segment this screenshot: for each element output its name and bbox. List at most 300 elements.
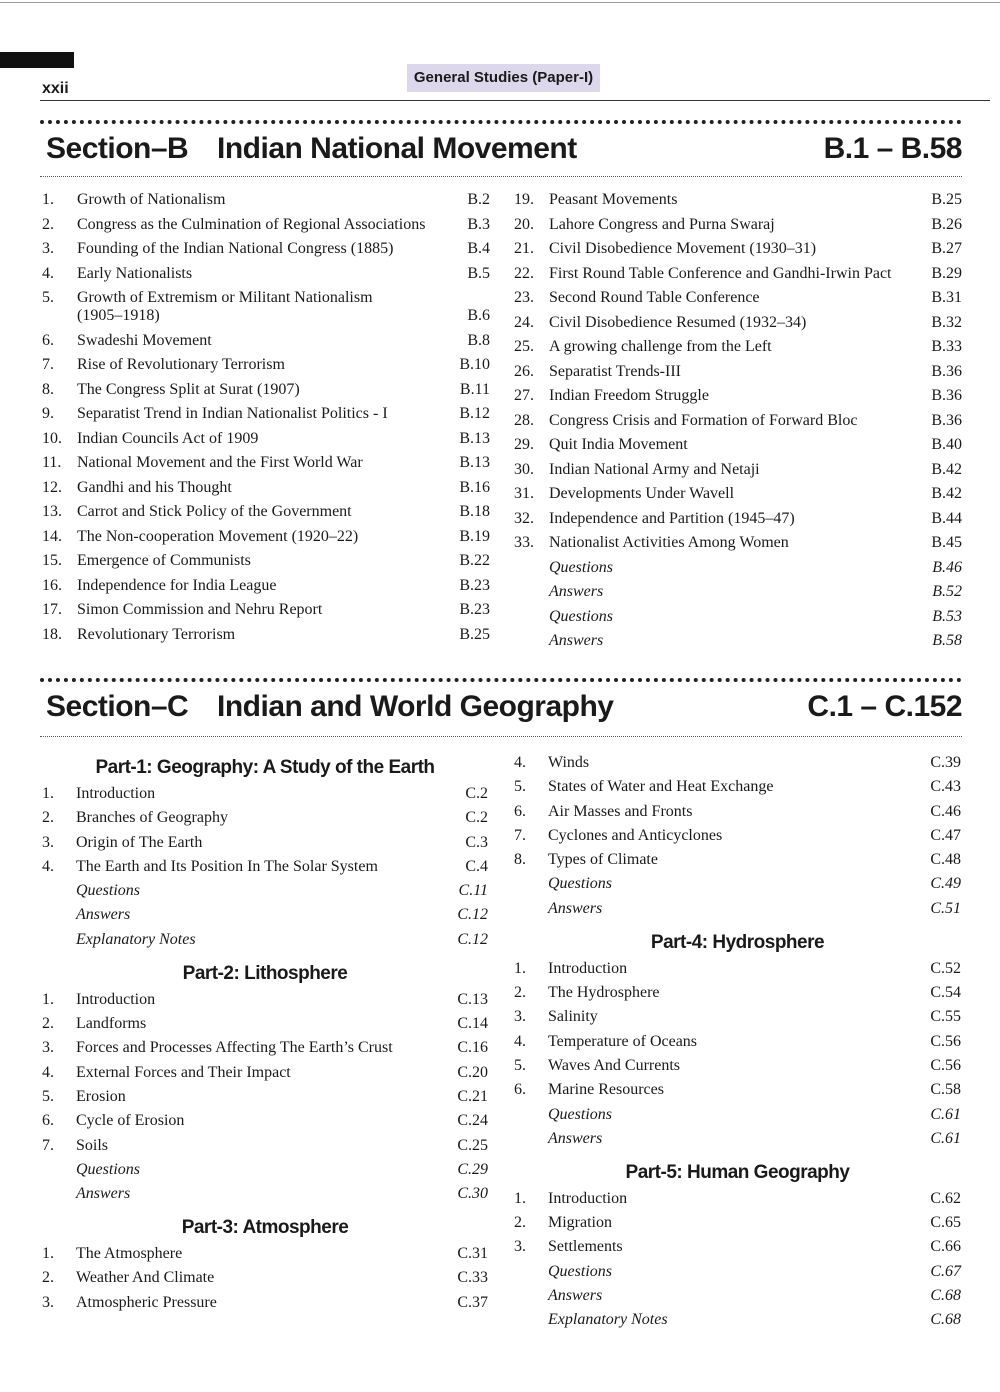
toc-entry — [514, 1008, 961, 1026]
toc-entry — [42, 430, 490, 448]
toc-entry — [514, 778, 961, 796]
toc-entry-page: C.14 — [457, 1015, 488, 1033]
toc-entry-page: B.16 — [459, 478, 490, 496]
toc-entry-page: C.11 — [458, 882, 488, 900]
toc-entry-number: 3. — [514, 1238, 526, 1256]
toc-entry-number: 4. — [42, 1063, 54, 1081]
toc-entry-page: C.56 — [930, 1032, 961, 1050]
toc-entry-page: C.49 — [930, 875, 961, 893]
toc-entry-title: Explanatory Notes — [548, 1311, 668, 1329]
section-c-right-column — [514, 754, 961, 1336]
toc-entry — [42, 931, 488, 949]
toc-entry-page: C.16 — [457, 1039, 488, 1057]
part-5-list — [514, 1190, 961, 1329]
toc-entry-page: B.36 — [931, 411, 962, 429]
toc-entry-number: 25. — [514, 338, 534, 355]
toc-entry — [42, 289, 490, 325]
toc-entry-page: C.30 — [457, 1185, 488, 1203]
toc-entry-page: C.31 — [457, 1245, 488, 1263]
toc-entry — [42, 332, 490, 350]
toc-entry-title: Answers — [549, 583, 604, 600]
toc-entry-title: Answers — [76, 906, 131, 924]
toc-entry-page: C.12 — [457, 930, 488, 948]
toc-entry-number: 2. — [42, 1269, 54, 1287]
toc-entry-page: C.68 — [930, 1311, 961, 1329]
toc-entry-page: C.21 — [457, 1087, 488, 1105]
toc-entry-title: Introduction — [76, 785, 156, 802]
toc-entry-number: 5. — [514, 778, 526, 796]
toc-entry-number: 4. — [514, 754, 526, 771]
toc-entry-title: Introduction — [548, 1189, 628, 1207]
toc-entry-page: C.12 — [457, 906, 488, 924]
toc-entry-title: Introduction — [76, 990, 156, 1008]
toc-entry — [42, 1088, 488, 1106]
toc-entry-title: Marine Resources — [548, 1081, 664, 1099]
toc-entry-number: 5. — [514, 1056, 526, 1074]
section-b-bottom-dotted-rule — [40, 176, 962, 177]
toc-entry-page: C.29 — [457, 1160, 488, 1178]
toc-entry-number: 26. — [514, 362, 534, 380]
toc-entry — [514, 1033, 961, 1051]
toc-entry — [42, 552, 490, 570]
toc-entry — [514, 1311, 961, 1329]
toc-entry-title: Answers — [76, 1185, 131, 1203]
toc-entry-page: B.25 — [459, 625, 490, 643]
toc-entry-title: Branches of Geography — [76, 809, 228, 827]
toc-entry-title: Origin of The Earth — [76, 833, 203, 851]
top-edge-rule — [0, 2, 1000, 3]
toc-entry-page: B.33 — [931, 338, 962, 355]
toc-entry — [42, 1269, 488, 1287]
toc-entry-title: Questions — [548, 1105, 612, 1123]
toc-entry-title: Answers — [548, 899, 603, 917]
part-5-heading: Part-5: Human Geography — [625, 1161, 850, 1183]
section-b-left-column — [42, 191, 490, 650]
toc-entry — [514, 1190, 961, 1208]
toc-entry-title: Salinity — [548, 1008, 598, 1026]
toc-entry — [42, 577, 490, 595]
section-c-label: Section–C — [46, 690, 189, 723]
toc-entry-page: B.32 — [931, 313, 962, 331]
toc-entry-title: Temperature of Oceans — [548, 1032, 698, 1050]
section-c-left-column — [42, 757, 488, 1318]
toc-entry-number: 21. — [514, 240, 534, 257]
toc-entry — [42, 785, 488, 803]
toc-entry-number: 1. — [42, 785, 54, 802]
section-b-page-range: B.1 – B.58 — [823, 132, 962, 165]
toc-entry-title: Questions — [548, 1262, 612, 1280]
toc-entry-number: 7. — [514, 826, 526, 844]
toc-entry-page: C.43 — [930, 778, 961, 796]
toc-entry — [514, 875, 961, 893]
toc-entry-page: C.13 — [457, 990, 488, 1008]
part-3-heading: Part-3: Atmosphere — [181, 1217, 349, 1239]
toc-entry — [42, 216, 490, 234]
toc-entry-page: B.26 — [931, 215, 962, 233]
toc-entry-number: 29. — [514, 436, 534, 453]
toc-entry-page: B.42 — [931, 485, 962, 502]
toc-entry-title: Congress as the Culmination of Regional Associations — [77, 215, 426, 233]
toc-entry-title: Civil Disobedience Resumed (1932–34) — [549, 313, 807, 331]
toc-entry-page: C.55 — [930, 1008, 961, 1026]
toc-entry — [42, 1015, 488, 1033]
toc-entry-title: Rise of Revolutionary Terrorism — [77, 356, 285, 373]
toc-entry — [514, 827, 961, 845]
toc-entry — [42, 528, 490, 546]
toc-entry — [514, 191, 962, 209]
toc-entry — [514, 436, 962, 454]
toc-entry-title: Landforms — [76, 1015, 147, 1033]
toc-entry — [514, 1081, 961, 1099]
toc-entry-number: 6. — [514, 1081, 526, 1099]
toc-entry-page: B.19 — [459, 527, 490, 545]
toc-entry-number: 2. — [42, 1015, 54, 1033]
part-4-list — [514, 960, 961, 1148]
part-2-heading: Part-2: Lithosphere — [182, 962, 348, 984]
toc-entry-number: 1. — [514, 959, 526, 977]
toc-entry-page: B.29 — [931, 264, 962, 282]
toc-entry-page: C.3 — [465, 833, 488, 851]
toc-entry-number: 1. — [42, 990, 54, 1008]
toc-entry-title: Introduction — [548, 959, 628, 977]
toc-entry-title: Civil Disobedience Movement (1930–31) — [549, 240, 817, 257]
toc-entry-number: 3. — [42, 1293, 54, 1311]
toc-entry-title: Explanatory Notes — [76, 930, 196, 948]
toc-entry-title: A growing challenge from the Left — [549, 338, 772, 355]
toc-entry-title: Settlements — [548, 1238, 623, 1256]
toc-entry-title: Indian Freedom Struggle — [549, 387, 709, 404]
toc-entry-page: C.52 — [930, 959, 961, 977]
toc-entry-title: Quit India Movement — [549, 436, 688, 453]
toc-entry — [42, 1064, 488, 1082]
toc-entry-title: Atmospheric Pressure — [76, 1293, 217, 1311]
toc-entry-number: 9. — [42, 405, 54, 422]
toc-entry-page: B.58 — [932, 632, 962, 649]
toc-entry-number: 4. — [514, 1032, 526, 1050]
toc-entry — [42, 356, 490, 374]
toc-entry-title: Answers — [548, 1129, 603, 1147]
toc-entry — [42, 1039, 488, 1057]
toc-entry-number: 32. — [514, 509, 534, 527]
toc-entry-title: Independence and Partition (1945–47) — [549, 509, 795, 527]
toc-entry-page: B.52 — [932, 583, 962, 600]
section-c-top-dotted-rule — [40, 678, 962, 682]
toc-entry — [42, 381, 490, 399]
toc-entry-page: C.25 — [457, 1136, 488, 1154]
toc-entry-title: Founding of the Indian National Congress (1885) — [77, 240, 394, 257]
toc-entry-number: 30. — [514, 460, 534, 478]
toc-entry — [42, 1185, 488, 1203]
toc-entry — [514, 534, 962, 552]
toc-entry-title: Weather And Climate — [76, 1269, 215, 1287]
header-rule — [40, 100, 990, 101]
toc-entry-title: States of Water and Heat Exchange — [548, 778, 774, 796]
toc-entry-number: 15. — [42, 552, 62, 569]
toc-entry-number: 7. — [42, 356, 54, 373]
toc-entry-page: B.3 — [467, 215, 490, 233]
toc-entry-number: 16. — [42, 576, 62, 594]
toc-entry-page: B.22 — [459, 552, 490, 569]
part-3-list — [42, 1245, 488, 1312]
toc-entry-page: B.13 — [459, 454, 490, 471]
toc-entry-page: C.20 — [457, 1063, 488, 1081]
toc-entry-title: External Forces and Their Impact — [76, 1063, 291, 1081]
part-3-list-continued — [514, 754, 961, 918]
toc-entry — [514, 338, 962, 356]
toc-entry-title: Emergence of Communists — [77, 552, 251, 569]
toc-entry — [514, 485, 962, 503]
toc-entry — [514, 1263, 961, 1281]
toc-entry-title: Questions — [549, 558, 613, 576]
toc-entry-page: C.56 — [930, 1056, 961, 1074]
toc-entry-number: 3. — [42, 1039, 54, 1057]
toc-entry-page: B.45 — [931, 534, 962, 551]
toc-entry-page: C.47 — [930, 826, 961, 844]
toc-entry-page: B.5 — [467, 264, 490, 282]
toc-entry-number: 12. — [42, 478, 62, 496]
toc-entry-number: 2. — [42, 809, 54, 827]
toc-entry-number: 27. — [514, 387, 534, 404]
toc-entry-page: B.2 — [467, 191, 490, 208]
toc-entry — [514, 216, 962, 234]
toc-entry — [514, 900, 961, 918]
toc-entry-title: Questions — [76, 882, 140, 900]
toc-entry-title: Air Masses and Fronts — [548, 802, 693, 820]
section-b-top-dotted-rule — [40, 120, 962, 124]
toc-entry — [42, 834, 488, 852]
toc-entry — [514, 363, 962, 381]
toc-entry — [514, 1130, 961, 1148]
toc-entry-page: C.58 — [930, 1081, 961, 1099]
toc-entry — [42, 240, 490, 258]
toc-entry-title: Questions — [76, 1160, 140, 1178]
page-tab-marker — [0, 52, 74, 68]
part-2-list — [42, 991, 488, 1203]
toc-entry-title: Erosion — [76, 1087, 126, 1105]
toc-entry — [42, 991, 488, 1009]
toc-entry-title: Gandhi and his Thought — [77, 478, 232, 496]
toc-entry-page: B.4 — [467, 240, 490, 257]
toc-entry — [514, 803, 961, 821]
toc-entry-page: B.13 — [459, 429, 490, 447]
page-number: xxii — [42, 80, 69, 97]
toc-entry-number: 2. — [42, 215, 54, 233]
toc-entry-number: 31. — [514, 485, 534, 502]
toc-entry-page: C.46 — [930, 802, 961, 820]
toc-entry-number: 4. — [42, 264, 54, 282]
toc-entry-number: 10. — [42, 429, 62, 447]
toc-entry-title: Early Nationalists — [77, 264, 193, 282]
toc-entry-title: Questions — [548, 875, 612, 893]
toc-entry-page: C.37 — [457, 1293, 488, 1311]
toc-entry-title: Cycle of Erosion — [76, 1112, 185, 1130]
toc-entry-page: B.42 — [931, 460, 962, 478]
toc-entry-page: C.68 — [930, 1287, 961, 1305]
toc-entry — [514, 387, 962, 405]
toc-entry-page: B.36 — [931, 362, 962, 380]
toc-entry — [42, 809, 488, 827]
toc-entry-title: Answers — [548, 1287, 603, 1305]
toc-entry-title: Nationalist Activities Among Women — [549, 534, 789, 551]
toc-entry — [42, 503, 490, 521]
toc-entry — [514, 1238, 961, 1256]
toc-entry-page: C.66 — [930, 1238, 961, 1256]
toc-entry-page: B.36 — [931, 387, 962, 404]
toc-entry-number: 17. — [42, 601, 62, 618]
toc-entry-page: B.11 — [459, 380, 490, 398]
toc-entry-page: B.27 — [931, 240, 962, 257]
toc-entry-title: Lahore Congress and Purna Swaraj — [549, 215, 775, 233]
toc-entry-title: Growth of Nationalism — [77, 191, 226, 208]
section-c-heading — [46, 690, 962, 730]
toc-entry-page: B.31 — [931, 289, 962, 306]
toc-entry-number: 23. — [514, 289, 534, 306]
toc-entry-number: 13. — [42, 503, 62, 520]
section-c-bottom-dotted-rule — [40, 736, 962, 737]
toc-entry-number: 1. — [42, 1245, 54, 1263]
toc-entry-page: C.24 — [457, 1112, 488, 1130]
toc-entry-page: C.4 — [465, 857, 488, 875]
toc-entry — [42, 454, 490, 472]
toc-entry-number: 2. — [514, 1214, 526, 1232]
toc-entry-number: 18. — [42, 625, 62, 643]
toc-entry-page: B.18 — [459, 503, 490, 520]
toc-entry-page: C.2 — [465, 785, 488, 802]
toc-entry-title: First Round Table Conference and Gandhi-Irwin Pact — [549, 264, 892, 282]
toc-entry-number: 14. — [42, 527, 62, 545]
toc-entry-page: C.67 — [930, 1262, 961, 1280]
toc-entry — [42, 1294, 488, 1312]
toc-entry — [514, 632, 962, 650]
toc-entry-number: 28. — [514, 411, 534, 429]
toc-entry-page: C.39 — [930, 754, 961, 771]
toc-entry — [514, 314, 962, 332]
toc-entry — [42, 601, 490, 619]
toc-entry-page: B.46 — [932, 558, 962, 576]
toc-entry-page: C.61 — [930, 1105, 961, 1123]
toc-entry — [514, 1057, 961, 1075]
toc-entry-title: National Movement and the First World War — [77, 454, 363, 471]
toc-entry-title: The Congress Split at Surat (1907) — [77, 380, 300, 398]
toc-entry-number: 3. — [514, 1008, 526, 1026]
toc-entry-title: Independence for India League — [77, 576, 277, 594]
toc-entry — [514, 583, 962, 601]
toc-entry-page: C.48 — [930, 851, 961, 869]
toc-entry — [514, 608, 962, 626]
toc-entry-title: Swadeshi Movement — [77, 331, 212, 349]
toc-entry-title: Types of Climate — [548, 851, 658, 869]
toc-entry-page: C.65 — [930, 1214, 961, 1232]
toc-entry — [42, 906, 488, 924]
toc-entry-page: B.12 — [459, 405, 490, 422]
section-b-name: Indian National Movement — [217, 132, 577, 165]
toc-entry — [514, 1287, 961, 1305]
toc-entry — [42, 1112, 488, 1130]
toc-entry — [514, 851, 961, 869]
toc-entry — [42, 405, 490, 423]
toc-entry-page: B.53 — [932, 607, 962, 625]
toc-entry-page: C.61 — [930, 1129, 961, 1147]
toc-entry — [514, 240, 962, 258]
toc-entry — [514, 1106, 961, 1124]
toc-entry-title: Developments Under Wavell — [549, 485, 735, 502]
toc-entry-title: Cyclones and Anticyclones — [548, 826, 723, 844]
toc-entry-title: Simon Commission and Nehru Report — [77, 601, 323, 618]
toc-entry — [514, 265, 962, 283]
toc-entry — [514, 412, 962, 430]
toc-entry — [42, 882, 488, 900]
toc-entry — [514, 510, 962, 528]
toc-entry-page: B.25 — [931, 191, 962, 208]
toc-entry-page: B.6 — [467, 307, 490, 324]
toc-entry — [42, 479, 490, 497]
toc-entry-page: B.10 — [459, 356, 490, 373]
toc-entry-number: 8. — [514, 851, 526, 869]
toc-entry-title: Questions — [549, 607, 613, 625]
toc-entry-title: Soils — [76, 1136, 109, 1154]
toc-entry-page: B.23 — [459, 601, 490, 618]
toc-entry-title: Waves And Currents — [548, 1056, 681, 1074]
section-b-right-column — [514, 191, 962, 657]
toc-entry-number: 24. — [514, 313, 534, 331]
toc-entry-title: Congress Crisis and Formation of Forward Bloc — [549, 411, 858, 429]
toc-entry — [514, 461, 962, 479]
toc-entry-title: Separatist Trends-III — [549, 362, 681, 380]
toc-entry-number: 2. — [514, 984, 526, 1002]
toc-entry — [514, 984, 961, 1002]
toc-entry-number: 19. — [514, 191, 534, 208]
toc-entry-page: B.44 — [931, 509, 962, 527]
toc-entry-title: Forces and Processes Affecting The Earth’s Crust — [76, 1039, 393, 1057]
toc-entry-title: Answers — [549, 632, 604, 649]
toc-entry-number: 1. — [514, 1189, 526, 1207]
toc-entry — [42, 858, 488, 876]
toc-entry-title: Carrot and Stick Policy of the Government — [77, 503, 352, 520]
toc-entry-title: Peasant Movements — [549, 191, 678, 208]
toc-entry — [42, 626, 490, 644]
toc-entry-number: 22. — [514, 264, 534, 282]
toc-entry-number: 33. — [514, 534, 534, 551]
toc-entry-number: 20. — [514, 215, 534, 233]
toc-entry-title: Growth of Extremism or Militant Nationalism — [77, 289, 373, 306]
toc-entry-title: Winds — [548, 754, 590, 771]
toc-entry — [514, 960, 961, 978]
toc-entry-title: Indian National Army and Netaji — [549, 460, 760, 478]
toc-entry — [514, 289, 962, 307]
toc-entry-number: 5. — [42, 289, 54, 306]
toc-entry-number: 11. — [42, 454, 62, 471]
toc-entry-page: B.8 — [467, 331, 490, 349]
toc-entry-title: The Hydrosphere — [548, 984, 660, 1002]
section-c-name: Indian and World Geography — [217, 690, 614, 723]
toc-entry-page: C.2 — [465, 809, 488, 827]
toc-entry-number: 4. — [42, 857, 54, 875]
toc-entry-title: Migration — [548, 1214, 612, 1232]
toc-entry — [42, 191, 490, 209]
toc-entry — [514, 559, 962, 577]
toc-entry-page: B.40 — [931, 436, 962, 453]
section-b-heading — [46, 132, 962, 172]
toc-entry-number: 1. — [42, 191, 54, 208]
toc-entry-page: B.23 — [459, 576, 490, 594]
toc-entry-title: The Atmosphere — [76, 1245, 183, 1263]
running-head: General Studies (Paper-I) — [407, 64, 600, 92]
toc-entry-number: 6. — [42, 1112, 54, 1130]
part-1-list — [42, 785, 488, 949]
toc-entry-title: Indian Councils Act of 1909 — [77, 429, 259, 447]
toc-entry-title: Separatist Trend in Indian Nationalist Politics - I — [77, 405, 388, 422]
toc-entry — [514, 754, 961, 772]
